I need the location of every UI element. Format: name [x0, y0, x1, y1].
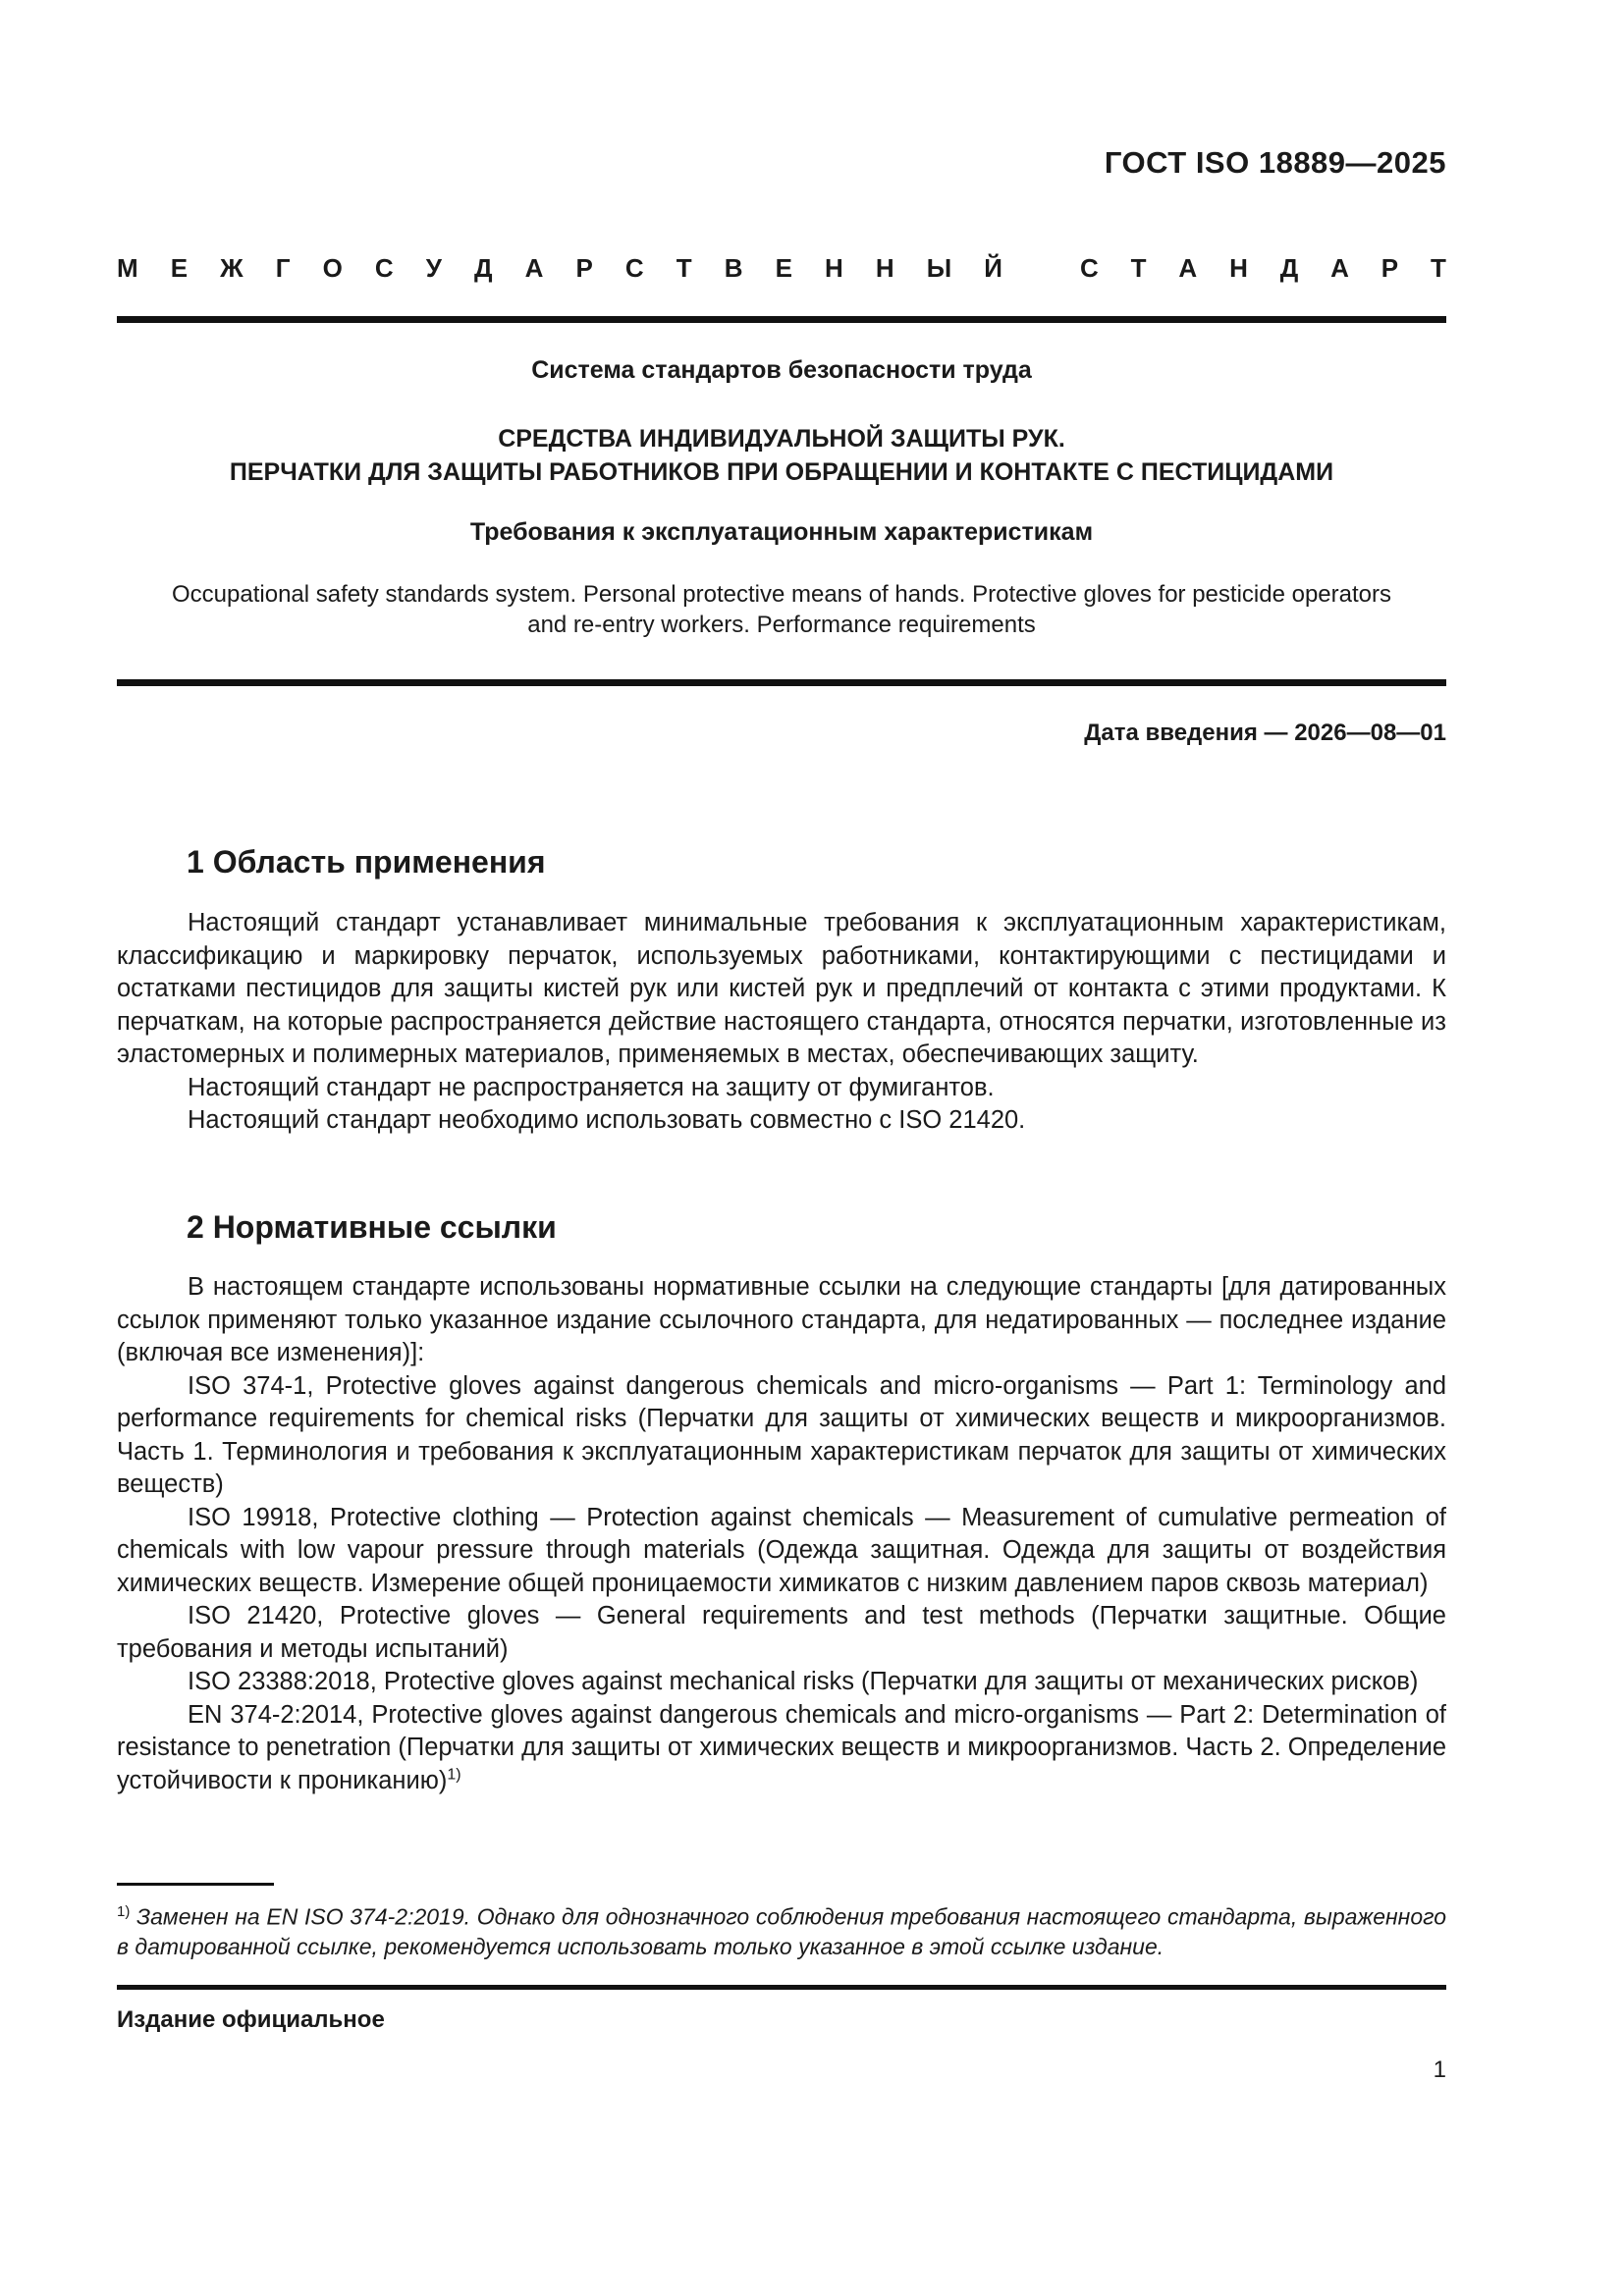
page-number: 1	[1433, 2056, 1446, 2083]
normative-reference-text: EN 374-2:2014, Protective gloves against dangerous chemicals and micro-organisms — Part 2: Determination of resistance to penetration (Перчатки для защиты от химических веществ и микроорганизмов. Часть 2. Определение устойчивости к прониканию)	[117, 1700, 1446, 1794]
interstate-letter: Ы	[926, 253, 952, 283]
section-1-paragraph: Настоящий стандарт необходимо использовать совместно с ISO 21420.	[188, 1106, 1026, 1134]
interstate-letter: Т	[676, 253, 692, 283]
title-divider	[117, 679, 1446, 686]
document-subtitle: Требования к эксплуатационным характеристикам	[469, 518, 1094, 546]
interstate-letter: Д	[474, 253, 493, 283]
section-2-intro: В настоящем стандарте использованы нормативные ссылки на следующие стандарты [для датированных ссылок применяют только указанное издание ссылочного стандарта, для недатированных — последнее издание (включая все изменения)]:	[117, 1273, 1446, 1366]
interstate-letter: Е	[775, 253, 792, 283]
official-edition-label: Издание официальное	[117, 2006, 385, 2033]
introduction-date: Дата введения — 2026—08—01	[1084, 720, 1446, 746]
standard-kind-word-standard	[1080, 253, 1446, 284]
normative-reference: ISO 21420, Protective gloves — General requirements and test methods (Перчатки защитные. Общие требования и методы испытаний)	[117, 1602, 1446, 1663]
section-1-body	[117, 907, 1446, 1138]
standards-series: Система стандартов безопасности труда	[531, 356, 1032, 384]
standard-letter: Н	[1229, 253, 1248, 283]
section-1-paragraph: Настоящий стандарт устанавливает минимальные требования к эксплуатационным характеристикам, классификацию и маркировку перчаток, используемых работниками, контактирующими с пестицидами и остатками пестицидов для защиты кистей рук или кистей рук и предплечий от контакта с этими продуктами. К перчаткам, на которые распространяется действие настоящего стандарта, относятся перчатки, изготовленные из эластомерных и полимерных материалов, применяемых в местах, обеспечивающих защиту.	[117, 909, 1446, 1068]
footnote-mark: 1)	[117, 1903, 131, 1920]
standard-letter: Д	[1279, 253, 1299, 283]
normative-reference: ISO 23388:2018, Protective gloves against mechanical risks (Перчатки для защиты от механических рисков)	[188, 1668, 1419, 1695]
interstate-letter: У	[425, 253, 442, 283]
section-2-body	[117, 1271, 1446, 1797]
interstate-letter: Н	[875, 253, 894, 283]
normative-reference-with-footnote	[117, 1699, 1446, 1798]
standard-kind-line	[117, 253, 1446, 284]
interstate-letter: С	[374, 253, 394, 283]
document-title-line-2: ПЕРЧАТКИ ДЛЯ ЗАЩИТЫ РАБОТНИКОВ ПРИ ОБРАЩЕНИИ И КОНТАКТЕ С ПЕСТИЦИДАМИ	[229, 458, 1334, 486]
interstate-letter: Г	[275, 253, 291, 283]
footnote-reference-mark[interactable]: 1)	[447, 1766, 461, 1783]
document-title-line-1: СРЕДСТВА ИНДИВИДУАЛЬНОЙ ЗАЩИТЫ РУК.	[498, 425, 1065, 453]
section-1-paragraph: Настоящий стандарт не распространяется на защиту от фумигантов.	[188, 1073, 995, 1101]
section-1-heading: 1 Область применения	[187, 844, 546, 880]
standard-letter: А	[1178, 253, 1198, 283]
footnote-separator	[117, 1883, 274, 1886]
interstate-letter: Е	[170, 253, 189, 283]
interstate-letter: В	[724, 253, 743, 283]
standard-letter: С	[1080, 253, 1099, 283]
section-2-heading: 2 Нормативные ссылки	[187, 1209, 557, 1245]
footnote-text: Заменен на EN ISO 374-2:2019. Однако для однозначного соблюдения требования настоящего стандарта, выраженного в датированной ссылке, рекомендуется использовать только указанное в этой ссылке издание.	[117, 1903, 1446, 1959]
standard-letter: А	[1330, 253, 1349, 283]
standard-kind-word-interstate	[117, 253, 1002, 284]
footnote	[117, 1897, 1446, 1961]
interstate-letter: С	[624, 253, 644, 283]
standard-letter: Р	[1380, 253, 1399, 283]
english-title-line-1: Occupational safety standards system. Personal protective means of hands. Protective gloves for pesticide operators	[172, 581, 1391, 608]
standard-letter: Т	[1431, 253, 1446, 283]
header-divider	[117, 316, 1446, 323]
interstate-letter: О	[322, 253, 343, 283]
interstate-letter: М	[117, 253, 138, 283]
document-number: ГОСТ ISO 18889—2025	[1104, 145, 1446, 180]
interstate-letter: Ж	[220, 253, 244, 283]
standard-letter: Т	[1130, 253, 1147, 283]
interstate-letter: Н	[825, 253, 843, 283]
interstate-letter: Й	[984, 253, 1002, 283]
interstate-letter: А	[524, 253, 544, 283]
english-title-line-2: and re-entry workers. Performance requirements	[527, 612, 1036, 638]
normative-reference: ISO 19918, Protective clothing — Protection against chemicals — Measurement of cumulative permeation of chemicals with low vapour pressure through materials (Одежда защитная. Одежда для защиты от воздействия химических веществ. Измерение общей проницаемости химикатов с низким давлением паров сквозь материал)	[117, 1503, 1446, 1597]
footer-divider	[117, 1985, 1446, 1990]
document-title	[117, 422, 1446, 489]
english-title	[117, 579, 1446, 640]
interstate-letter: Р	[575, 253, 593, 283]
normative-reference: ISO 374-1, Protective gloves against dangerous chemicals and micro-organisms — Part 1: Terminology and performance requirements for chemical risks (Перчатки для защиты от химических веществ и микроорганизмов. Часть 1. Терминология и требования к эксплуатационным характеристикам перчаток для защиты от химических веществ)	[117, 1371, 1446, 1498]
